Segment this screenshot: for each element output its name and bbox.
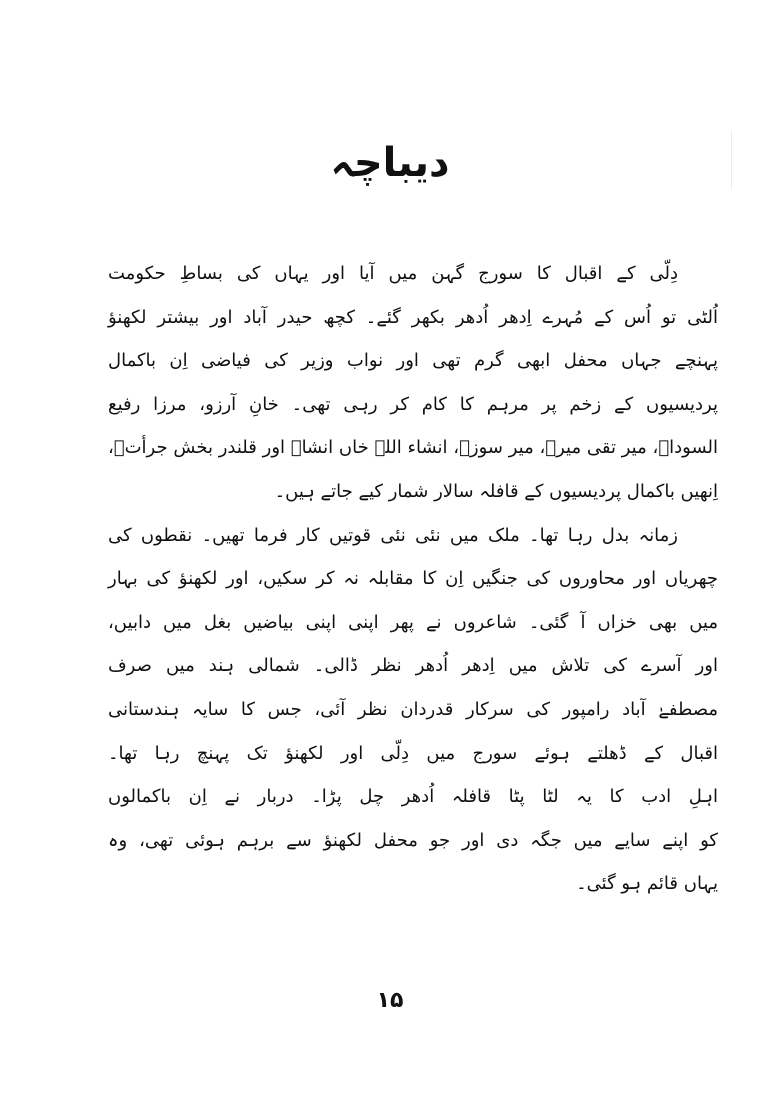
text-line: اقبال کے ڈھلتے ہوئے سورج میں دِلّی اور لکھنؤ تک پہنچ رہا تھا۔	[108, 742, 718, 764]
text-line: پردیسیوں کے زخم پر مرہم کا کام کر رہی تھی۔ خانِ آرزو، مرزا رفیع	[108, 393, 718, 415]
text-line: اور آسرے کی تلاش میں اِدھر اُدھر نظر ڈالی۔ شمالی ہند میں صرف	[108, 655, 718, 677]
text-line: اِنھیں باکمال پردیسیوں کے قافلہ سالار شمار کیے جاتے ہیں۔	[274, 480, 718, 502]
text-line: مصطفےٰ آباد رامپور کی سرکار قدردان نظر آئی، جس کا سایہ ہندستانی	[108, 698, 718, 720]
text-line: یہاں قائم ہو گئی۔	[576, 873, 718, 895]
text-line: دِلّی کے اقبال کا سورج گہن میں آیا اور یہاں کی بساطِ حکومت	[108, 263, 678, 284]
preface-text	[108, 252, 718, 906]
text-line: پہنچے جہاں محفل ابھی گرم تھی اور نواب وزیر کی فیاضی اِن باکمال	[108, 350, 718, 372]
text-line: السوداؔ، میر تقی میرؔ، میر سوزؔ، انشاء اللہ خاں انشاؔ اور قلندر بخش جرأتؔ،	[108, 437, 718, 459]
text-line: اہلِ ادب کا یہ لٹا پٹا قافلہ اُدھر چل پڑا۔ دربار نے اِن باکمالوں	[108, 786, 718, 808]
text-line: اُلٹی تو اُس کے مُہرے اِدھر اُدھر بکھر گئے۔ کچھ حیدر آباد اور بیشتر لکھنؤ	[108, 306, 718, 328]
page-title: دیباچہ	[330, 140, 450, 186]
page-number: ۱۵	[376, 988, 404, 1013]
text-line: کو اپنے سایے میں جگہ دی اور جو محفل لکھنؤ سے برہم ہوئی تھی، وہ	[108, 829, 718, 851]
text-line: میں بھی خزاں آ گئی۔ شاعروں نے پھر اپنی اپنی بیاضیں بغل میں دابیں،	[108, 611, 718, 633]
text-line: چھریاں اور محاوروں کی جنگیں اِن کا مقابلہ نہ کر سکیں، اور لکھنؤ کی بہار	[108, 568, 718, 590]
text-line: زمانہ بدل رہا تھا۔ ملک میں نئی نئی قوتیں کار فرما تھیں۔ نقطوں کی	[108, 524, 678, 546]
